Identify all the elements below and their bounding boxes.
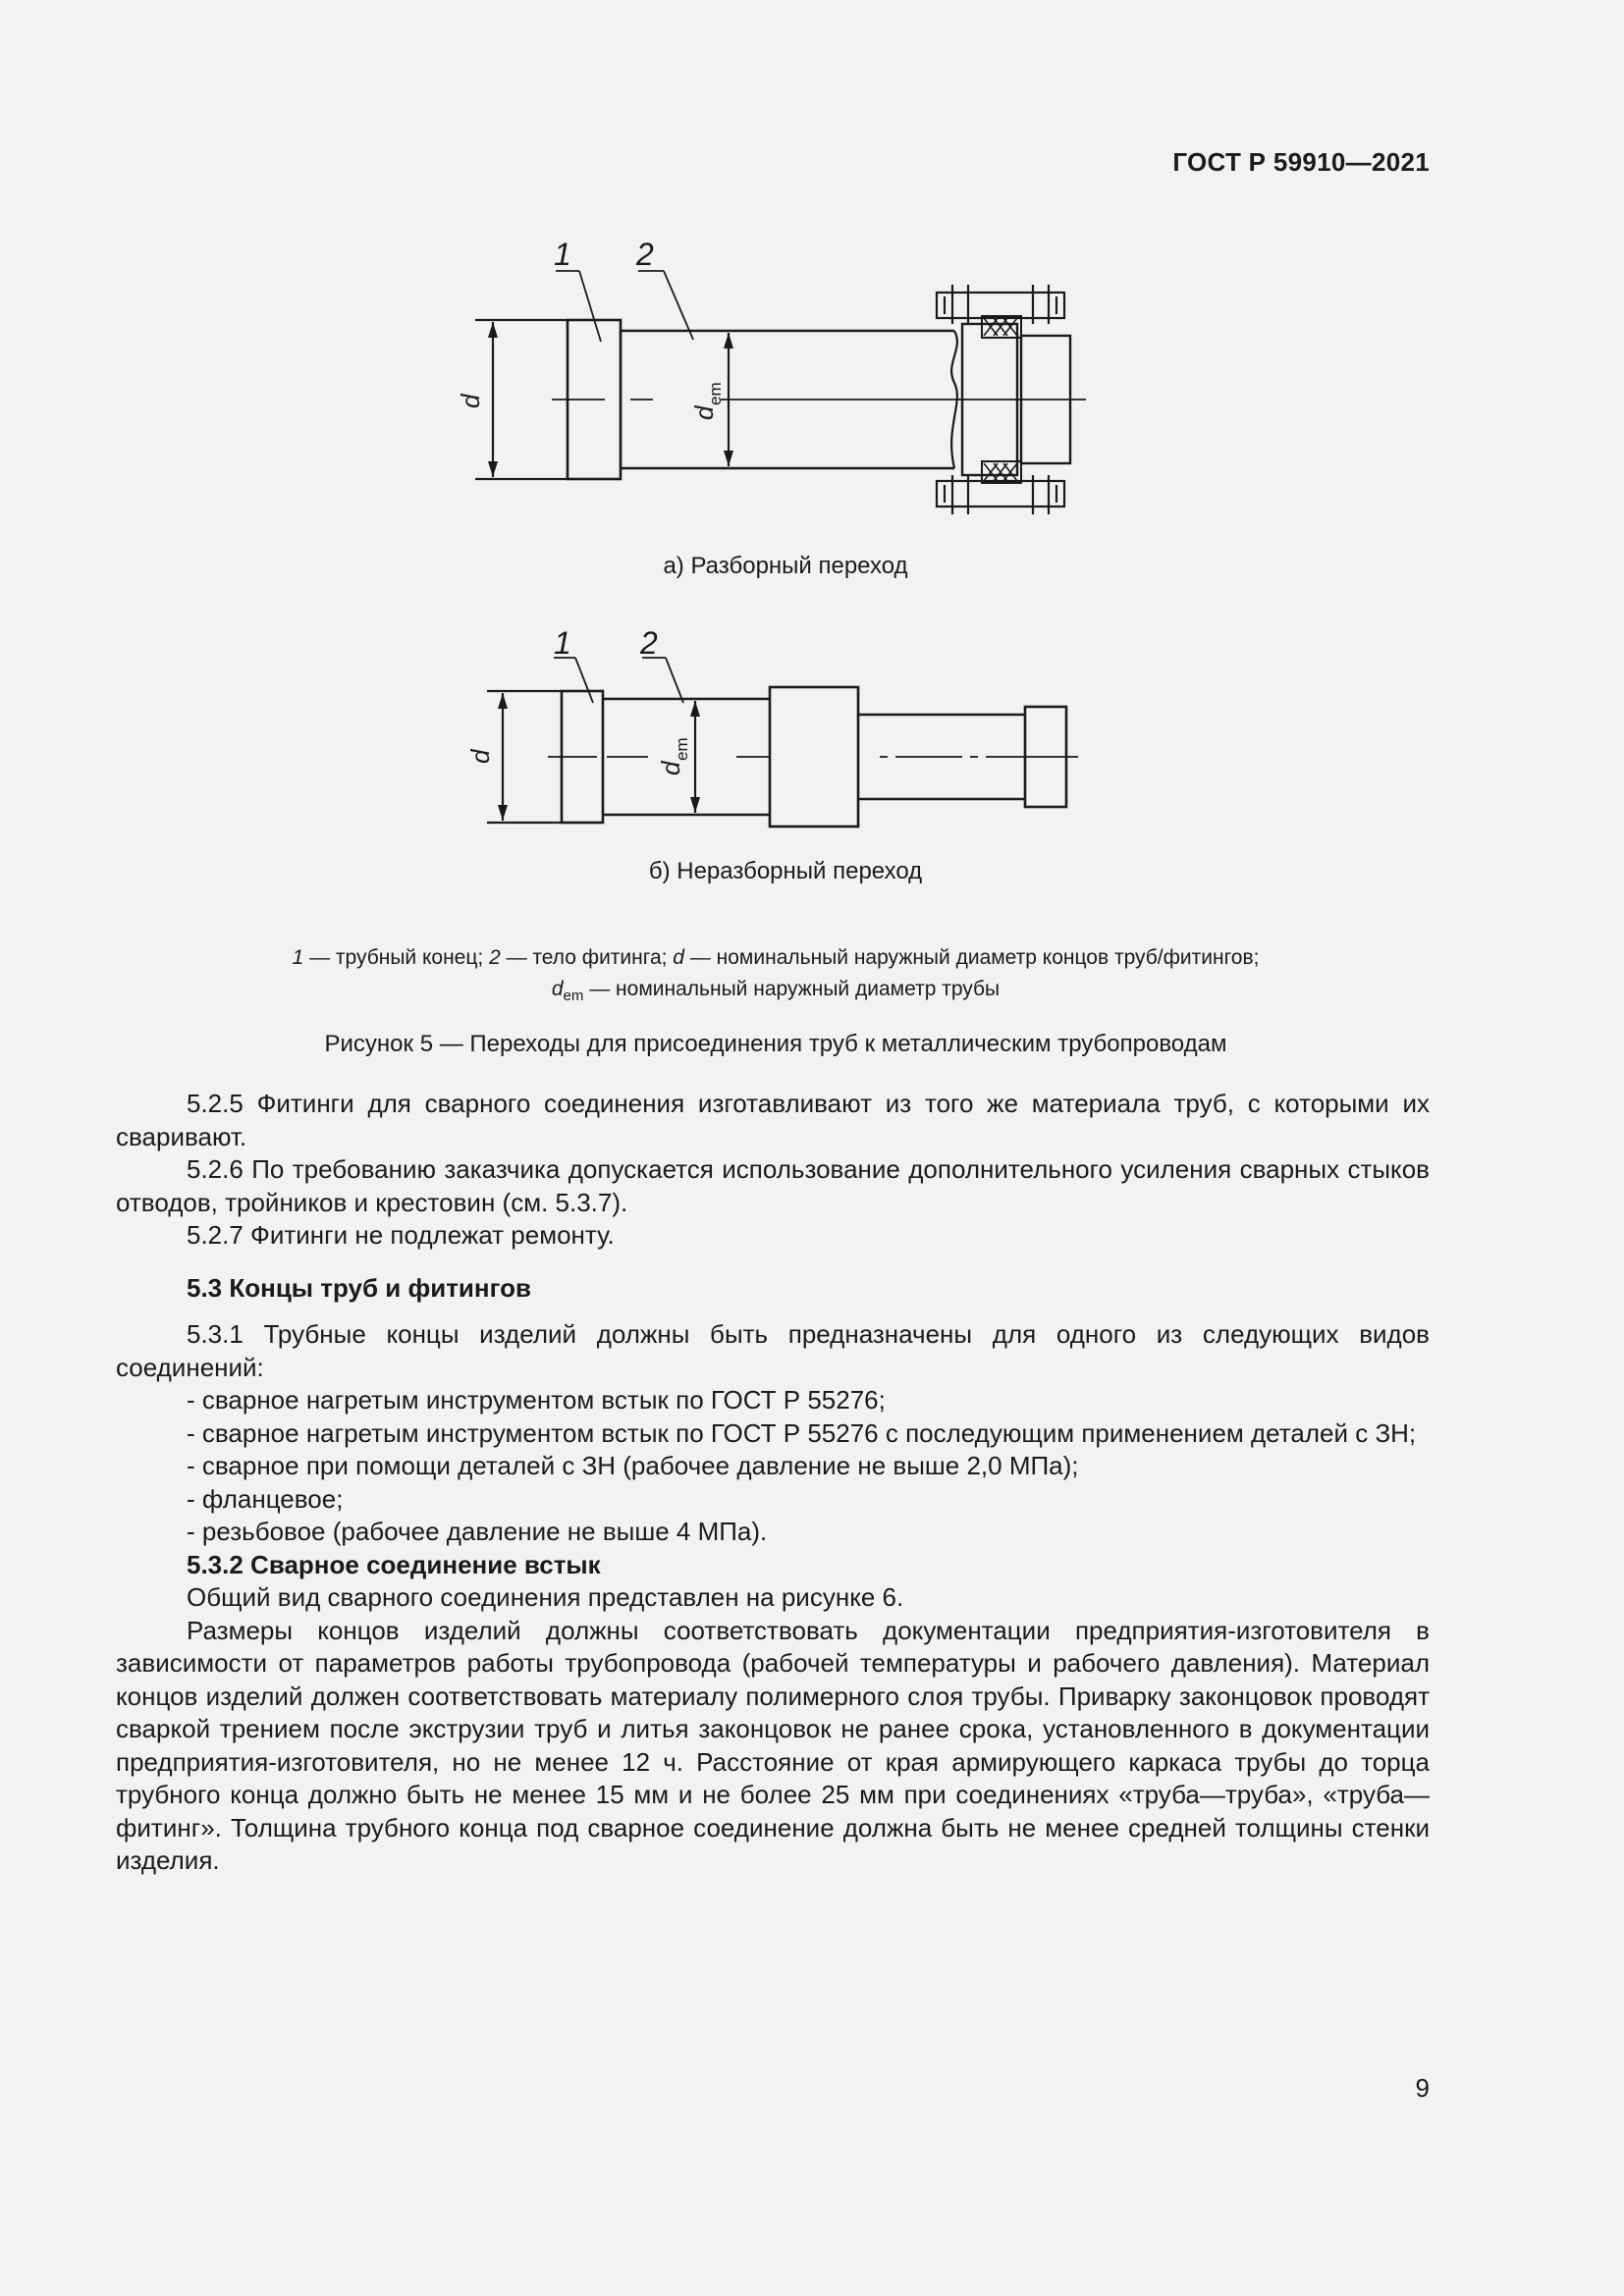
heading-5-3: 5.3 Концы труб и фитингов [187, 1272, 531, 1303]
paragraph-5-2-5: 5.2.5 Фитинги для сварного соединения изготавливают из того же материала труб, с которыми их сваривают. [116, 1089, 1430, 1151]
legend-line-2: $d_{em}$ — номинальный наружный диаметр трубы [551, 978, 1001, 1005]
paragraph-end-sizes: Размеры концов изделий должны соответствовать документации предприятия-изготовителя в зависимости от параметров работы трубопровода (рабочей температуры и рабочего давления). Материал концов изделий должен соответствовать материалу полимерного слоя трубы. Приварку законцовок проводят сваркой трением после экструзии труб и литья законцовок не ранее срока, установленного в документации предприятия-изготовителя, но не менее 12 ч. Расстояние от края армирующего каркаса трубы до торца трубного конца должно быть не менее 15 мм и не более 25 мм при соединениях «труба—труба», «труба—фитинг». Толщина трубного конца под сварное соединение должна быть не менее средней толщины стенки изделия. [116, 1615, 1430, 1875]
callout-1-b: 1 [554, 628, 571, 661]
figure-drawing-a [0, 226, 1624, 540]
paragraph-5-2-7: 5.2.7 Фитинги не подлежат ремонту. [187, 1220, 615, 1250]
list-item: - сварное нагретым инструментом встык по ГОСТ Р 55276; [187, 1385, 886, 1415]
page-number: 9 [1415, 2073, 1430, 2103]
heading-5-3-2: 5.3.2 Сварное соединение встык [187, 1549, 601, 1579]
legend-line-1: 1 — трубный конец; 2 — тело фитинга; d — номинальный наружный диаметр концов труб/фитингов; [292, 946, 1260, 969]
callout-2-a: 2 [636, 237, 654, 272]
callout-2-b: 2 [640, 628, 658, 661]
document-standard-number: ГОСТ Р 59910—2021 [1172, 147, 1430, 177]
list-item: - фланцевое; [187, 1483, 344, 1514]
body-text [116, 1088, 1430, 1878]
dim-d-label-b: d [465, 749, 495, 764]
figure-legend [0, 942, 1551, 1012]
dim-dem-sub-b: em [673, 737, 691, 761]
dim-dem-label-a: d [689, 405, 719, 420]
caption-a: а) Разборный переход [663, 553, 908, 579]
paragraph-general-view: Общий вид сварного соединения представлен на рисунке 6. [187, 1582, 904, 1612]
dim-d-label-a: d [456, 394, 485, 408]
dim-dem-label-b: d [656, 761, 685, 775]
callout-1-a: 1 [554, 237, 571, 272]
paragraph-5-2-6: 5.2.6 По требованию заказчика допускается использование дополнительного усиления сварных стыков отводов, тройников и крестовин (см. 5.3.7). [116, 1154, 1430, 1217]
figure-title: Рисунок 5 — Переходы для присоединения труб к металлическим трубопроводам [324, 1031, 1227, 1057]
list-item: - резьбовое (рабочее давление не выше 4 МПа). [187, 1517, 768, 1546]
figure-drawing-b [0, 628, 1624, 844]
list-item: - сварное нагретым инструментом встык по ГОСТ Р 55276 с последующим применением деталей с ЗН; [187, 1417, 1417, 1448]
dim-dem-sub-a: em [706, 382, 725, 405]
caption-b: б) Неразборный переход [648, 858, 923, 884]
paragraph-5-3-1: 5.3.1 Трубные концы изделий должны быть предназначены для одного из следующих видов соединений: [116, 1319, 1430, 1382]
list-item: - сварное при помощи деталей с ЗН (рабочее давление не выше 2,0 МПа); [187, 1451, 1079, 1480]
